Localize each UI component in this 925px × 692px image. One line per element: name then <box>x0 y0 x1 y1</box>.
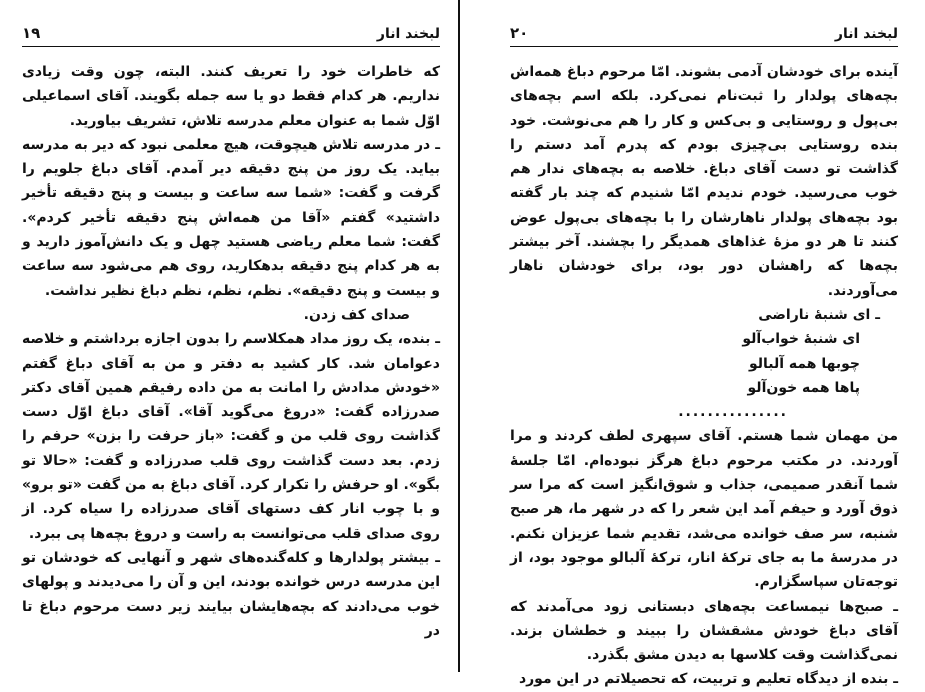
left-paragraph-2: ـ در مدرسه تلاش هیچوقت، هیچ معلمی نبود که دیر به مدرسه بیاید. یک روز من پنج دقیقه دیر آمدم. آقای دباغ جلویم را گرفت و گفت: «شما سه ساعت و بیست و پنج دقیقه تأخیر داشتید» گفتم «آقا من همه‌اش پنج دقیقه تأخیر کردم». گفت: شما معلم ریاضی هستید چهل و یک دانش‌آموز دارید و به هر کدام پنج دقیقه بدهکارید، روی هم می‌شود سه ساعت و بیست و پنج دقیقه». نظم، نظم، نظم دباغ نظیر نداشت. <box>22 136 440 299</box>
book-gutter <box>458 0 460 672</box>
poem-line-1: ـ ای شنبهٔ ناراضی <box>758 306 880 323</box>
right-page-number: ۲۰ <box>510 24 529 42</box>
right-running-title: لبخند انار <box>834 26 898 42</box>
right-page-header <box>510 24 898 47</box>
right-paragraph-1: من مهمان شما هستم. آقای سپهری لطف کردند و مرا آوردند. در مکتب مرحوم دباغ هرگز نبوده‌ام. امّا جلسهٔ شما آنقدر صمیمی، جذاب و شوق‌انگیز است که مرا سر ذوق آورد و حیفم آمد این شعر را که در شهر ما، هر صبح شنبه، سر صف خوانده می‌شد، تقدیم شما عزیزان نکنم. در مدرسهٔ ما به جای ترکهٔ انار، ترکهٔ آلبالو موجود بود، از توجه‌تان سپاسگزارم. <box>510 428 898 591</box>
poem-block <box>510 303 898 400</box>
right-paragraph-3: ـ بنده از دیدگاه تعلیم و تربیت، که تحصیلاتم در این مورد <box>518 671 898 688</box>
left-paragraph-1: که خاطرات خود را تعریف کنند. البته، چون وقت زیادی نداریم. هر کدام فقط دو یا سه جمله بگویند. آقای اسماعیلی اوّل شما به عنوان معلم مدرسه تلاش، تشریف بیاورید. <box>22 64 440 129</box>
right-page-body <box>510 60 898 692</box>
right-paragraph-2: ـ صبح‌ها نیمساعت بچه‌های دبستانی زود می‌آمدند که آقای دباغ خودش مشقشان را ببیند و خطشان بزند. نمی‌گذاشت وقت کلاسها به دیدن مشق بگذرد. <box>510 598 898 664</box>
left-page-number: ۱۹ <box>22 24 41 42</box>
left-running-title: لبخند انار <box>376 26 440 42</box>
left-paragraph-5: ـ بیشتر پولدارها و کله‌گنده‌های شهر و آنهایی که خودشان تو این مدرسه درس خوانده بودند، این و آن را می‌دیدند و پولهای خوب می‌دادند که بچه‌هایشان بیایند زیر دست مرحوم دباغ تا در <box>22 549 440 639</box>
left-page-header <box>22 24 440 47</box>
ellipsis-separator: ............... <box>678 404 788 421</box>
poem-line-3: چوبها همه آلبالو <box>748 355 860 372</box>
right-intro-paragraph: آینده برای خودشان آدمی بشوند. امّا مرحوم دباغ همه‌اش بچه‌های پولدار را ثبت‌نام نمی‌کرد. بلکه اسم بچه‌های بی‌پول و روستایی و بی‌کس و کار را هم می‌نوشت. خود بنده روستایی بی‌چیزی بودم که پدرم آمد دستم را گذاشت تو دست آقای دباغ. خلاصه به بچه‌های ندار هم خوب می‌رسید. خودم ندیدم امّا شنیدم که چند بار گفته بود بچه‌های پولدار ناهارشان را با بچه‌های بی‌پول عوض کنند تا هر دو مزهٔ غذاهای همدیگر را بچشند. آخر بیشتر بچه‌ها که راهشان دور بود، برای خودشان ناهار می‌آوردند. <box>510 64 898 299</box>
left-page-body <box>22 60 440 643</box>
poem-line-2: ای شنبهٔ خواب‌آلو <box>742 331 860 348</box>
left-paragraph-3: صدای کف زدن. <box>303 306 410 323</box>
left-paragraph-4: ـ بنده، یک روز مداد همکلاسم را بدون اجازه برداشتم و خلاصه دعوامان شد. کار کشید به دفتر و من به آقای دباغ گفتم «خودش مدادش را امانت به من داده رفیقم همین آقای دکتر صدرزاده گفت: «دروغ می‌گوید آقا». آقای دباغ اوّل دست گذاشت روی قلب من و گفت: «باز حرفت را بزن» حرفم را زدم. بعد دست گذاشت روی قلب صدرزاده و گفت: «حالا تو بگو». او حرفش را تکرار کرد. آقای دباغ به من گفت «تو برو» و با چوب انار کف دستهای آقای صدرزاده را سیاه کرد. از روی صدای قلب می‌توانست به راست و دروغ بچه‌ها پی ببرد. <box>22 331 440 542</box>
right-page <box>462 0 925 688</box>
poem-line-4: پاها همه خون‌آلو <box>747 379 860 396</box>
left-page <box>0 0 456 672</box>
